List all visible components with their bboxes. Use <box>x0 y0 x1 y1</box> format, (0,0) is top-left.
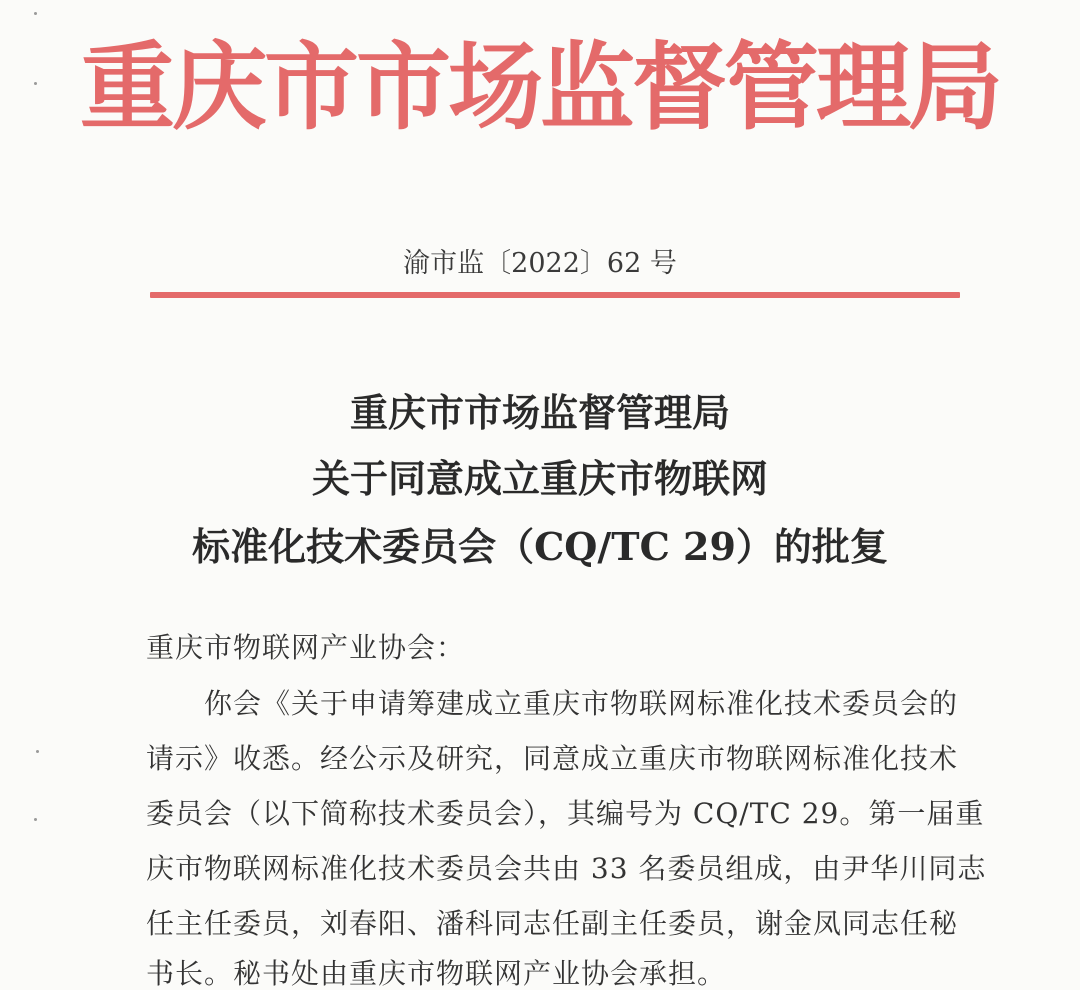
body-line: 庆市物联网标准化技术委员会共由 33 名委员组成，由尹华川同志 <box>146 852 987 885</box>
document-title-line-1: 重庆市市场监督管理局 <box>349 390 730 435</box>
document-title-line-2: 关于同意成立重庆市物联网 <box>311 456 768 501</box>
red-divider-rule <box>150 292 960 298</box>
document-number: 渝市监〔2022〕62 号 <box>403 248 677 279</box>
document-title-line-3: 标准化技术委员会（CQ/TC 29）的批复 <box>192 524 888 569</box>
body-line: 你会《关于申请筹建成立重庆市物联网标准化技术委员会的 <box>146 687 959 720</box>
scan-speck <box>34 82 37 85</box>
scan-speck <box>36 750 39 753</box>
agency-masthead: 重庆市市场监督管理局 <box>79 32 1000 143</box>
scan-speck <box>34 818 37 821</box>
body-line: 请示》收悉。经公示及研究，同意成立重庆市物联网标准化技术 <box>146 742 959 775</box>
body-line: 委员会（以下简称技术委员会），其编号为 CQ/TC 29。第一届重 <box>146 797 985 830</box>
body-line: 书长。秘书处由重庆市物联网产业协会承担。 <box>146 957 727 990</box>
salutation: 重庆市物联网产业协会： <box>146 631 466 664</box>
scan-speck <box>34 12 37 15</box>
body-line: 任主任委员，刘春阳、潘科同志任副主任委员，谢金凤同志任秘 <box>146 907 959 940</box>
